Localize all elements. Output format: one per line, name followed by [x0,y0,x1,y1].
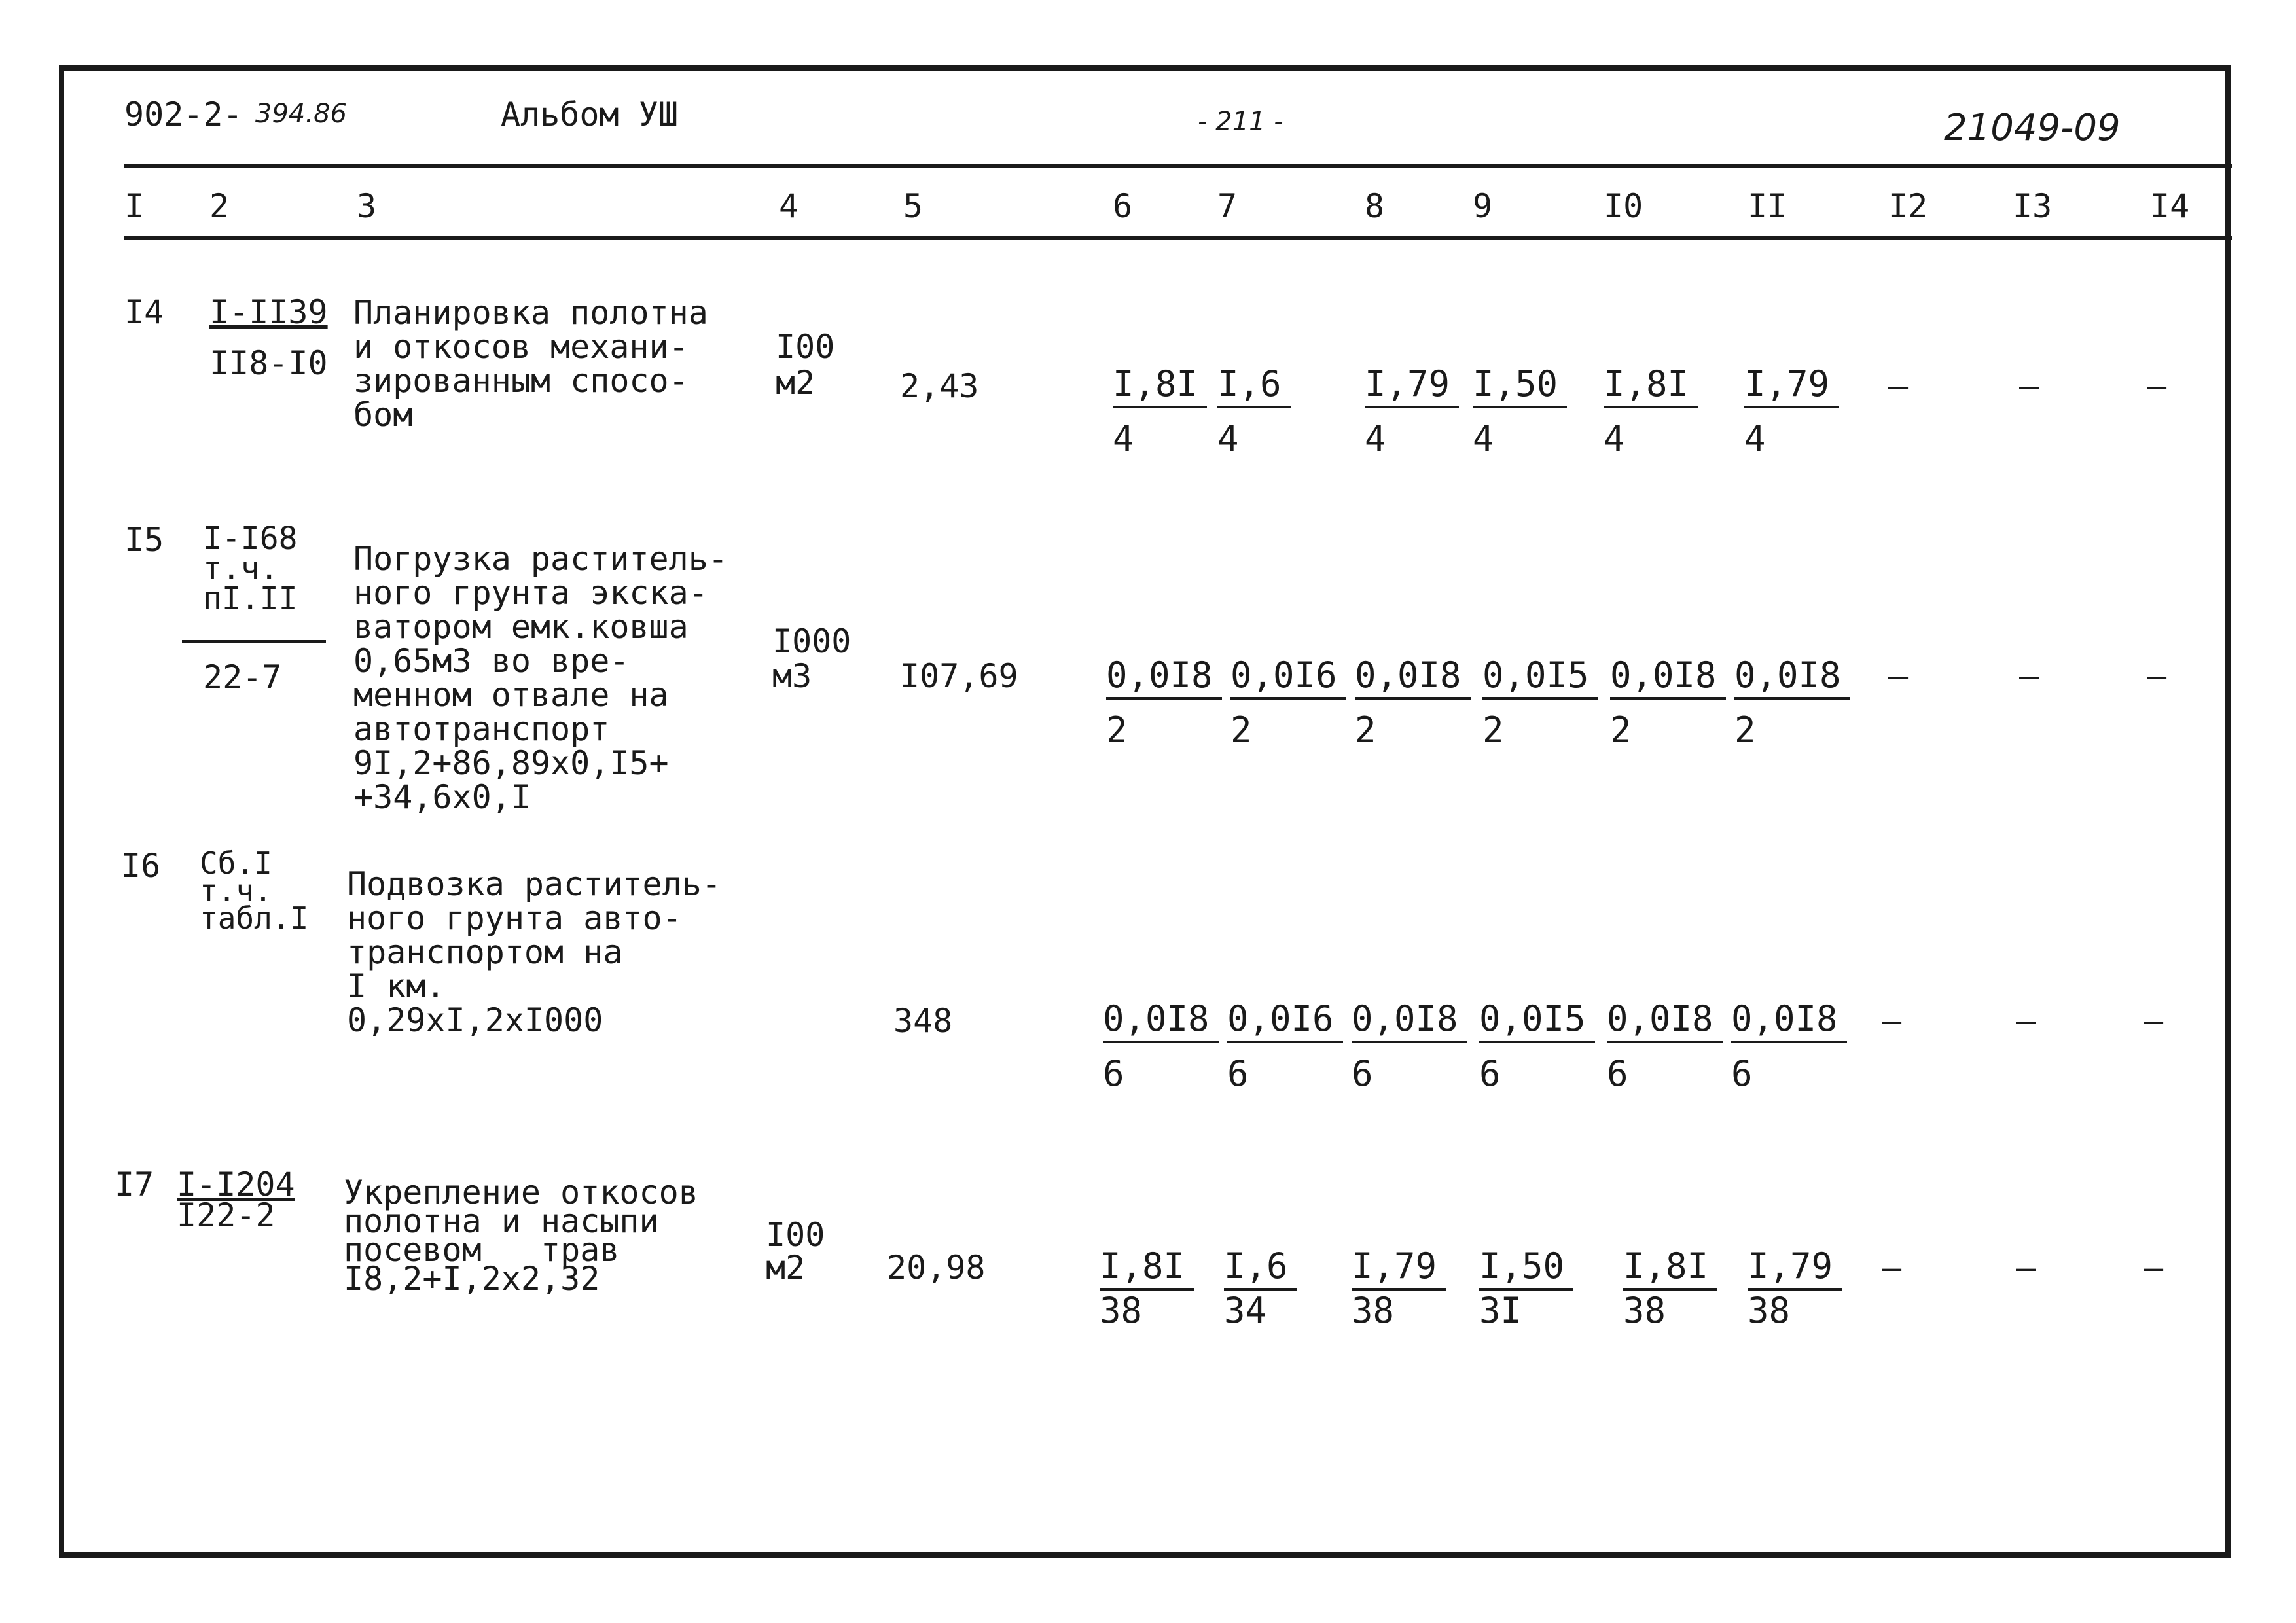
fraction-denominator: 4 [1365,418,1386,459]
fraction-denominator: 2 [1106,709,1128,751]
fraction-numerator: I,6 [1224,1249,1297,1291]
column-header-rule [124,236,2232,240]
fraction-cell [1744,363,1875,459]
fraction-cell [1473,363,1604,459]
fraction-numerator: I,8I [1623,1249,1717,1291]
row-number: I7 [115,1166,154,1204]
col-13: I3 [2013,187,2053,225]
norm-reference: I-I204 [177,1166,295,1204]
price-reference: I22-2 [177,1196,276,1234]
fraction-denominator: 2 [1482,709,1504,751]
fraction-numerator: I,50 [1473,366,1567,408]
quantity: I07,69 [900,657,1018,695]
column-14-value: – [2144,1249,2164,1287]
row-number: I4 [124,293,164,331]
col-4: 4 [779,187,799,225]
fraction-denominator: 6 [1607,1053,1628,1094]
col-11: II [1748,187,1787,225]
fraction-numerator: I,79 [1744,366,1839,408]
fraction-cell [1103,998,1234,1094]
doc-code: 902-2- [124,96,243,134]
unit-quantity: I000 [772,622,852,660]
fraction-cell [1482,654,1613,751]
fraction-cell [1623,1245,1754,1331]
norm-reference: I-II39 [209,293,328,331]
fraction-denominator: 4 [1473,418,1494,459]
fraction-denominator: 38 [1748,1290,1791,1331]
norm-reference: Сб.I т.ч. табл.I [200,846,309,936]
page-number: - 211 - [1198,107,1283,137]
album-title: Альбом УШ [501,96,678,134]
fraction-cell [1227,998,1358,1094]
col-10: I0 [1604,187,1643,225]
fraction-denominator: 4 [1217,418,1239,459]
fraction-numerator: I,50 [1479,1249,1573,1291]
fraction-numerator: 0,0I8 [1731,1001,1847,1043]
col-12: I2 [1888,187,1928,225]
fraction-denominator: 38 [1100,1290,1143,1331]
fraction-cell [1224,1245,1355,1331]
fraction-numerator: 0,0I8 [1610,658,1726,700]
fraction-cell [1607,998,1738,1094]
fraction-cell [1217,363,1348,459]
column-14-value: – [2147,367,2167,405]
fraction-numerator: 0,0I8 [1352,1001,1467,1043]
reference-fraction-line [182,640,326,643]
fraction-numerator: I,6 [1217,366,1291,408]
fraction-numerator: 0,0I8 [1607,1001,1723,1043]
row-number: I6 [121,847,161,885]
header-rule [124,164,2232,168]
fraction-numerator: 0,0I6 [1230,658,1346,700]
fraction-denominator: 6 [1352,1053,1373,1094]
fraction-cell [1748,1245,1878,1331]
column-14-value: – [2144,1002,2164,1040]
column-13-value: – [2016,1002,2036,1040]
price-reference: II8-I0 [209,344,328,382]
fraction-numerator: 0,0I6 [1227,1001,1343,1043]
fraction-cell [1731,998,1862,1094]
fraction-cell [1100,1245,1230,1331]
unit-measure: м3 [772,657,812,695]
fraction-numerator: I,8I [1113,366,1207,408]
fraction-numerator: 0,0I5 [1482,658,1598,700]
fraction-denominator: 6 [1479,1053,1501,1094]
column-12-value: – [1888,657,1909,695]
fraction-cell [1352,998,1482,1094]
col-8: 8 [1365,187,1385,225]
archive-number: 21049-09 [1944,107,2121,149]
fraction-cell [1479,998,1610,1094]
work-description: Планировка полотна и откосов механи- зированным спосо- бом [353,294,708,434]
fraction-denominator: 38 [1352,1290,1395,1331]
unit-quantity: I00 [776,328,835,366]
fraction-denominator: 2 [1610,709,1632,751]
quantity: 2,43 [900,367,979,405]
column-12-value: – [1888,367,1909,405]
fraction-numerator: I,8I [1604,366,1698,408]
column-14-value: – [2147,657,2167,695]
col-5: 5 [903,187,924,225]
fraction-numerator: I,79 [1748,1249,1842,1291]
fraction-denominator: 4 [1113,418,1134,459]
fraction-cell [1610,654,1741,751]
unit-quantity: I00 [766,1216,825,1254]
fraction-denominator: 34 [1224,1290,1267,1331]
fraction-cell [1355,654,1486,751]
col-3: 3 [357,187,377,225]
unit-measure: м2 [776,364,816,402]
unit-measure: м2 [766,1249,806,1287]
fraction-cell [1734,654,1865,751]
column-13-value: – [2019,367,2039,405]
column-12-value: – [1882,1249,1902,1287]
fraction-cell [1479,1245,1610,1331]
fraction-numerator: I,79 [1365,366,1459,408]
fraction-denominator: 2 [1355,709,1376,751]
fraction-numerator: I,8I [1100,1249,1194,1291]
fraction-numerator: 0,0I8 [1106,658,1222,700]
fraction-numerator: 0,0I5 [1479,1001,1595,1043]
fraction-denominator: 6 [1731,1053,1753,1094]
fraction-denominator: 6 [1227,1053,1249,1094]
col-6: 6 [1113,187,1133,225]
fraction-cell [1230,654,1361,751]
fraction-denominator: 2 [1230,709,1252,751]
price-reference: 22-7 [203,658,282,696]
fraction-numerator: 0,0I8 [1734,658,1850,700]
column-13-value: – [2016,1249,2036,1287]
row-number: I5 [124,521,164,559]
fraction-cell [1352,1245,1482,1331]
fraction-cell [1604,363,1734,459]
work-description: Подвозка раститель- ного грунта авто- транспортом на I км. 0,29хI,2хI000 [347,865,721,1039]
column-12-value: – [1882,1002,1902,1040]
quantity: 348 [893,1002,953,1040]
quantity: 20,98 [887,1249,986,1287]
fraction-cell [1106,654,1237,751]
col-2: 2 [209,187,230,225]
fraction-numerator: 0,0I8 [1355,658,1471,700]
fraction-denominator: 3I [1479,1290,1522,1331]
norm-reference: I-I68 т.ч. пI.II [203,520,298,617]
fraction-denominator: 6 [1103,1053,1124,1094]
fraction-denominator: 4 [1744,418,1766,459]
work-description: Укрепление откосов полотна и насыпи посевом трав I8,2+I,2х2,32 [344,1173,698,1298]
fraction-numerator: I,79 [1352,1249,1446,1291]
doc-code-handwritten: 394.86 [255,99,347,129]
fraction-denominator: 2 [1734,709,1756,751]
column-13-value: – [2019,657,2039,695]
col-1: I [124,187,145,225]
fraction-denominator: 4 [1604,418,1625,459]
work-description: Погрузка раститель- ного грунта экска- ватором емк.ковша 0,65м3 во вре- менном отвале на автотранспорт 9I,2+86,89х0,I5+ +34,6х0,I [353,540,728,816]
col-14: I4 [2150,187,2190,225]
fraction-denominator: 38 [1623,1290,1666,1331]
col-9: 9 [1473,187,1493,225]
fraction-numerator: 0,0I8 [1103,1001,1219,1043]
col-7: 7 [1217,187,1238,225]
